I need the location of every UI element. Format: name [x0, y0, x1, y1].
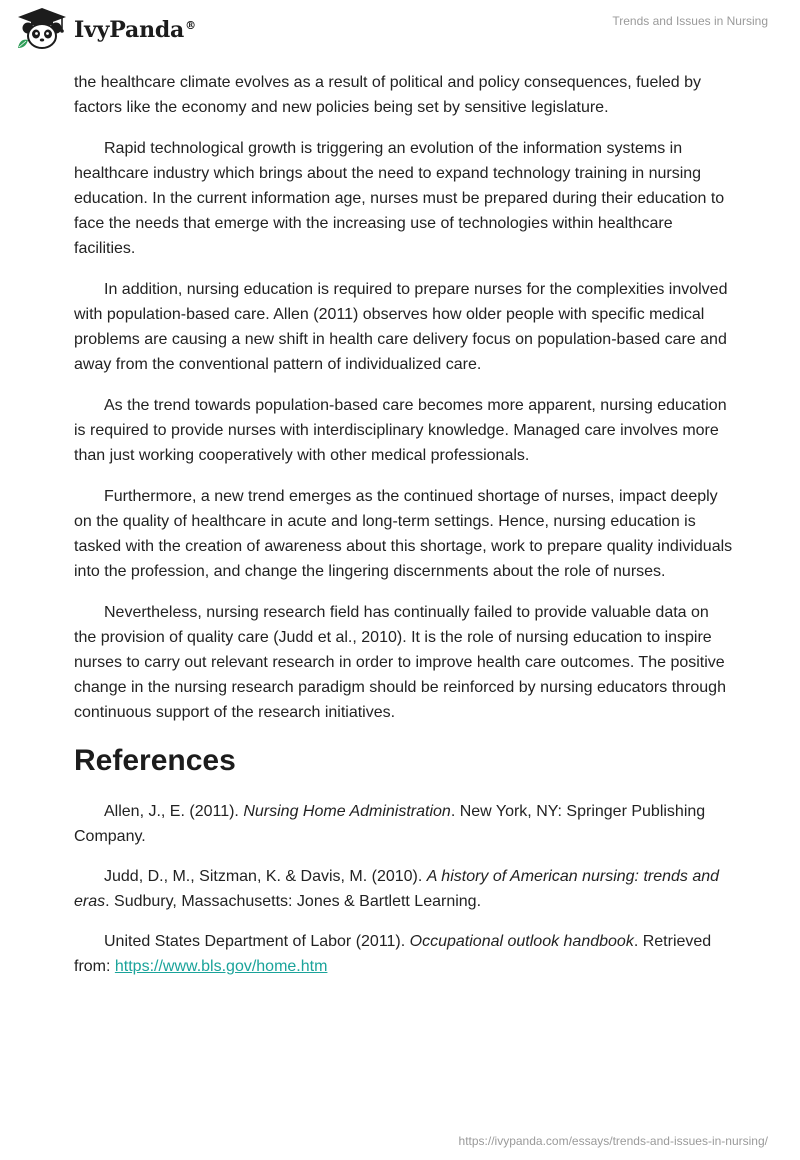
body-paragraph: Furthermore, a new trend emerges as the continued shortage of nurses, impact deeply on the quality of healthcare in acute and long-term settings. Hence, nursing education is tasked with the creation of awareness about this shortage, work to prepare quality individuals into the profession, and change the lingering discernments about the role of nurses. — [74, 488, 733, 580]
reference-text: . Sudbury, Massachusetts: Jones & Bartlett Learning. — [105, 893, 482, 910]
panda-graduate-icon — [14, 6, 70, 52]
references-heading: References — [74, 744, 236, 777]
reference-text: United States Department of Labor (2011). — [104, 933, 410, 950]
body-paragraph: Nevertheless, nursing research field has continually failed to provide valuable data on the provision of quality care (Judd et al., 2010). It is the role of nursing education to inspire nurses to carry out relevant research in order to improve health care outcomes. The positive change in the nursing research paradigm should be reinforced by nursing educators through continuous support of the research initiatives. — [74, 604, 726, 721]
reference-item — [74, 929, 734, 979]
reference-item — [74, 864, 734, 914]
source-url: https://ivypanda.com/essays/trends-and-issues-in-nursing/ — [458, 1134, 768, 1148]
reference-item — [74, 799, 734, 849]
reference-text: Judd, D., M., Sitzman, K. & Davis, M. (2010). — [104, 868, 427, 885]
reference-text: Allen, J., E. (2011). — [104, 803, 244, 820]
body-paragraph: As the trend towards population-based care becomes more apparent, nursing education is required to provide nurses with interdisciplinary knowledge. Managed care involves more than just working cooperatively with other medical professionals. — [74, 397, 727, 464]
reference-link[interactable]: https://www.bls.gov/home.htm — [114, 958, 328, 975]
essay-content — [74, 70, 734, 994]
brand-name: IvyPanda® — [74, 17, 196, 43]
body-paragraph: In addition, nursing education is required to prepare nurses for the complexities involved with population-based care. Allen (2011) observes how older people with specific medical problems are causing a new shift in health care delivery focus on population-based care and away from the conventional pattern of individualized care. — [74, 281, 728, 373]
reference-text: . Retrieved from: — [74, 933, 712, 975]
reference-text: . New York, NY: Springer Publishing Company. — [74, 803, 706, 845]
reference-title: A history of American nursing: trends and eras — [74, 868, 720, 910]
brand-logo[interactable] — [14, 6, 196, 52]
body-paragraph: Rapid technological growth is triggering an evolution of the information systems in healthcare industry which brings about the need to expand technology training in nursing education. In the current information age, nurses must be prepared during their education to face the needs that emerge with the increasing use of technologies within healthcare facilities. — [74, 140, 725, 257]
reference-title: Occupational outlook handbook — [409, 933, 634, 950]
reference-title: Nursing Home Administration — [243, 803, 451, 820]
body-paragraph: the healthcare climate evolves as a result of political and policy consequences, fueled by factors like the economy and new policies being set by sensitive legislature. — [74, 74, 702, 116]
document-title: Trends and Issues in Nursing — [612, 14, 768, 28]
page-header — [0, 0, 800, 70]
